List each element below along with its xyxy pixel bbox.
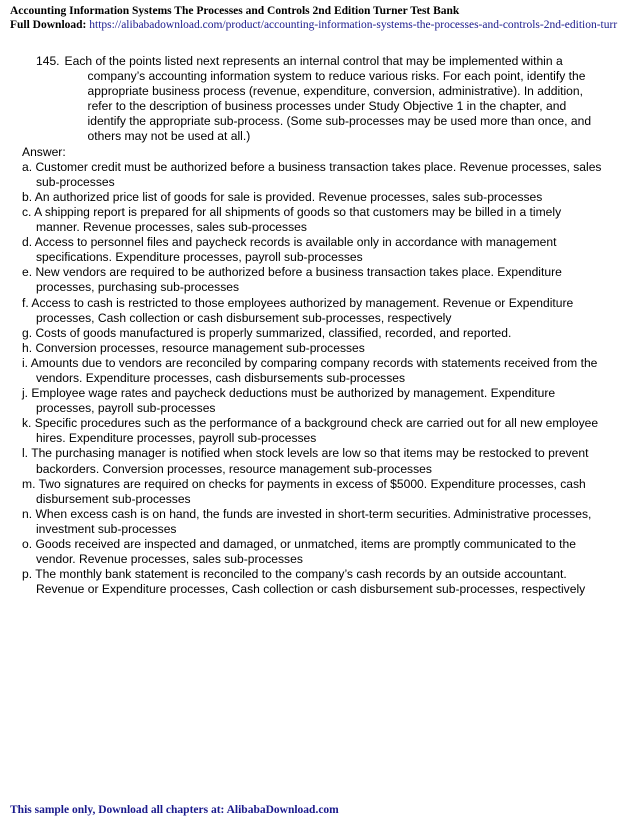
footer-notice[interactable]: This sample only, Download all chapters at: AlibabaDownload.com bbox=[10, 804, 339, 816]
answer-list bbox=[22, 160, 602, 598]
answer-item: e. New vendors are required to be authorized before a business transaction takes place. Expenditure processes, purchasing sub-processes bbox=[22, 265, 562, 295]
answer-item: g. Costs of goods manufactured is properly summarized, classified, recorded, and reported. bbox=[22, 325, 512, 340]
answer-item: o. Goods received are inspected and damaged, or unmatched, items are promptly communicated to the vendor. Revenue processes, sales sub-processes bbox=[22, 537, 576, 567]
answer-item: l. The purchasing manager is notified when stock levels are low so that items may be restocked to prevent backorders. Conversion processes, resource management sub-processes bbox=[22, 446, 589, 476]
download-line bbox=[10, 18, 638, 32]
question-content bbox=[22, 54, 602, 597]
answer-item: k. Specific procedures such as the performance of a background check are carried out for all new employee hires. Expenditure processes, payroll sub-processes bbox=[22, 416, 599, 446]
question-text: Each of the points listed next represents an internal control that may be implemented within a company’s accounting information system to reduce various risks. For each point, identify the appropriate business process (revenue, expenditure, conversion, administrative). In addition, refer to the description of business processes under Study Objective 1 in the chapter, and identify the appropriate sub-process. (Some sub-processes may be used more than once, and others may not be used at all.) bbox=[64, 54, 592, 144]
answer-item: a. Customer credit must be authorized before a business transaction takes place. Revenue processes, sales sub-processes bbox=[22, 159, 602, 189]
question-block bbox=[36, 54, 602, 145]
answer-item: c. A shipping report is prepared for all shipments of goods so that customers may be billed in a timely manner. Revenue processes, sales sub-processes bbox=[22, 204, 562, 235]
answer-item: b. An authorized price list of goods for sale is provided. Revenue processes, sales sub-processes bbox=[22, 189, 543, 204]
answer-item: j. Employee wage rates and paycheck deductions must be authorized by management. Expenditure processes, payroll sub-processes bbox=[22, 386, 556, 416]
question-number: 145. bbox=[36, 54, 60, 68]
document-title: Accounting Information Systems The Processes and Controls 2nd Edition Turner Test Bank bbox=[10, 5, 460, 17]
answer-item: f. Access to cash is restricted to those employees authorized by management. Revenue or Expenditure processes, Cash collection or cash disbursement sub-processes, respectively bbox=[22, 295, 574, 325]
page-header bbox=[10, 4, 638, 32]
answer-label: Answer: bbox=[22, 144, 66, 159]
answer-item: h. Conversion processes, resource management sub-processes bbox=[22, 340, 365, 355]
answer-item: i. Amounts due to vendors are reconciled by comparing company records with statements received from the vendors. Expenditure processes, cash disbursements sub-processes bbox=[22, 355, 598, 385]
download-label: Full Download: bbox=[10, 19, 87, 31]
download-link[interactable]: https://alibabadownload.com/product/accounting-information-systems-the-processes-and-controls-2nd-edition-turr bbox=[89, 19, 618, 31]
answer-item: m. Two signatures are required on checks for payments in excess of $5000. Expenditure processes, cash disbursement sub-processes bbox=[22, 476, 586, 506]
answer-item: n. When excess cash is on hand, the funds are invested in short-term securities. Administrative processes, investment sub-processes bbox=[22, 506, 592, 536]
answer-item: d. Access to personnel files and paycheck records is available only in accordance with management specifications. Expenditure processes, payroll sub-processes bbox=[22, 235, 557, 265]
answer-item: p. The monthly bank statement is reconciled to the company’s cash records by an outside accountant. Revenue or Expenditure processes, Cash collection or cash disbursement sub-processes, respectively bbox=[22, 567, 586, 597]
